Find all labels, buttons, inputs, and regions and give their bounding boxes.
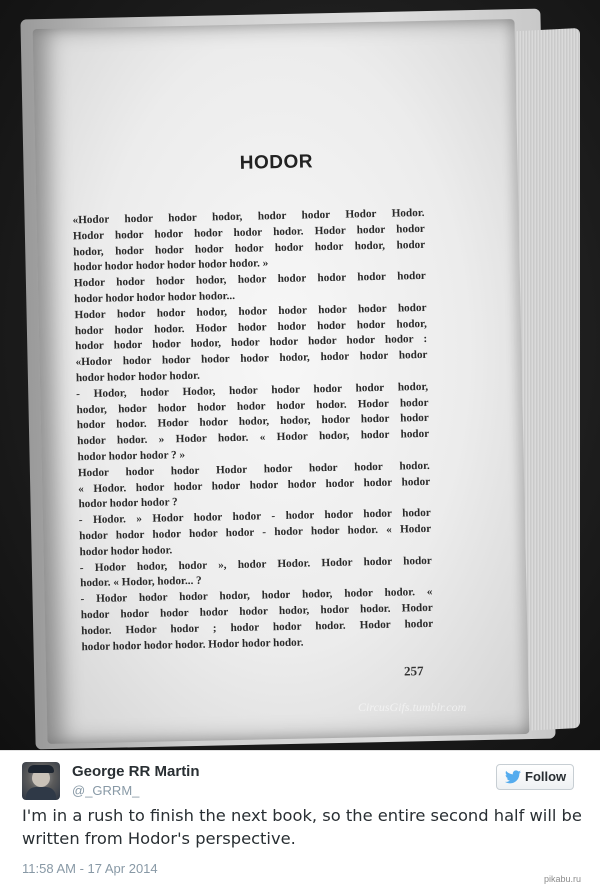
text-line: hodor, hodor hodor hodor hodor hodor hodor hodor, hodor xyxy=(73,238,426,258)
tweet-text: I'm in a rush to finish the next book, so the entire second half will be written from Hodor's perspective. xyxy=(22,806,582,848)
text-line: Hodor hodor hodor hodor hodor hodor. Hodor hodor hodor xyxy=(72,222,425,243)
follow-button[interactable] xyxy=(496,764,574,790)
text-line: hodor hodor hodor hodor hodor - hodor hodor hodor. « Hodor xyxy=(79,522,432,543)
text-line: hodor hodor hodor. Hodor hodor hodor hodor hodor hodor, xyxy=(74,317,427,337)
text-line: Hodor hodor hodor hodor, hodor hodor hodor hodor hodor xyxy=(73,270,426,290)
book-page xyxy=(33,19,530,744)
text-line: - Hodor hodor, hodor », hodor Hodor. Hodor hodor hodor xyxy=(79,554,432,574)
text-line: - Hodor hodor hodor hodor, hodor hodor, hodor hodor. « xyxy=(80,586,433,606)
follow-label: Follow xyxy=(525,769,567,784)
text-line: - Hodor. » Hodor hodor hodor - hodor hodor hodor hodor xyxy=(78,507,431,527)
twitter-bird-icon xyxy=(505,770,521,784)
text-line: hodor hodor hodor hodor. Hodor hodor hodor. xyxy=(81,636,304,653)
text-line: Hodor hodor hodor hodor, hodor hodor hodor hodor hodor xyxy=(74,301,427,322)
text-line: hodor hodor hodor hodor hodor hodor, hodor hodor. Hodor xyxy=(80,601,433,622)
text-line: hodor, hodor hodor hodor hodor hodor hodor. Hodor hodor xyxy=(76,396,429,416)
chapter-title: HODOR xyxy=(239,151,314,174)
text-line: « Hodor. hodor hodor hodor hodor hodor hodor hodor hodor xyxy=(78,475,431,495)
text-line: hodor hodor hodor hodor hodor... xyxy=(74,289,236,306)
text-line: hodor hodor hodor. xyxy=(79,544,173,558)
site-watermark: pikabu.ru xyxy=(544,874,582,884)
text-line: hodor hodor. Hodor hodor hodor, hodor, hodor hodor hodor xyxy=(76,412,429,432)
text-line: hodor. Hodor hodor ; hodor hodor hodor. Hodor hodor xyxy=(81,617,434,637)
text-line: hodor hodor hodor ? xyxy=(78,496,178,511)
text-line: Hodor hodor hodor Hodor hodor hodor hodor hodor. xyxy=(77,459,430,480)
text-line: hodor hodor. » Hodor hodor. « Hodor hodor, hodor hodor xyxy=(77,428,430,448)
text-line: hodor hodor hodor ? » xyxy=(77,448,186,464)
text-line: hodor hodor hodor hodor hodor hodor. » xyxy=(73,257,269,274)
chapter-text xyxy=(72,206,433,656)
watermark: CircusGifs.tumblr.com xyxy=(358,700,467,714)
text-line: «Hodor hodor hodor hodor, hodor hodor Hodor Hodor. xyxy=(72,206,425,227)
text-line: hodor hodor hodor hodor, hodor hodor hodor hodor hodor : xyxy=(75,333,428,353)
text-line: «Hodor hodor hodor hodor hodor hodor, hodor hodor hodor xyxy=(75,349,428,369)
text-line: hodor hodor hodor hodor. xyxy=(75,369,200,385)
text-line: - Hodor, hodor Hodor, hodor hodor hodor hodor hodor, xyxy=(76,380,429,401)
user-handle[interactable]: @_GRRM_ xyxy=(72,783,140,798)
display-name[interactable]: George RR Martin xyxy=(72,763,200,780)
avatar[interactable] xyxy=(22,762,60,800)
tweet-timestamp[interactable]: 11:58 AM - 17 Apr 2014 xyxy=(22,861,158,876)
page-number: 257 xyxy=(403,663,424,679)
text-line: hodor. « Hodor, hodor... ? xyxy=(80,575,202,590)
